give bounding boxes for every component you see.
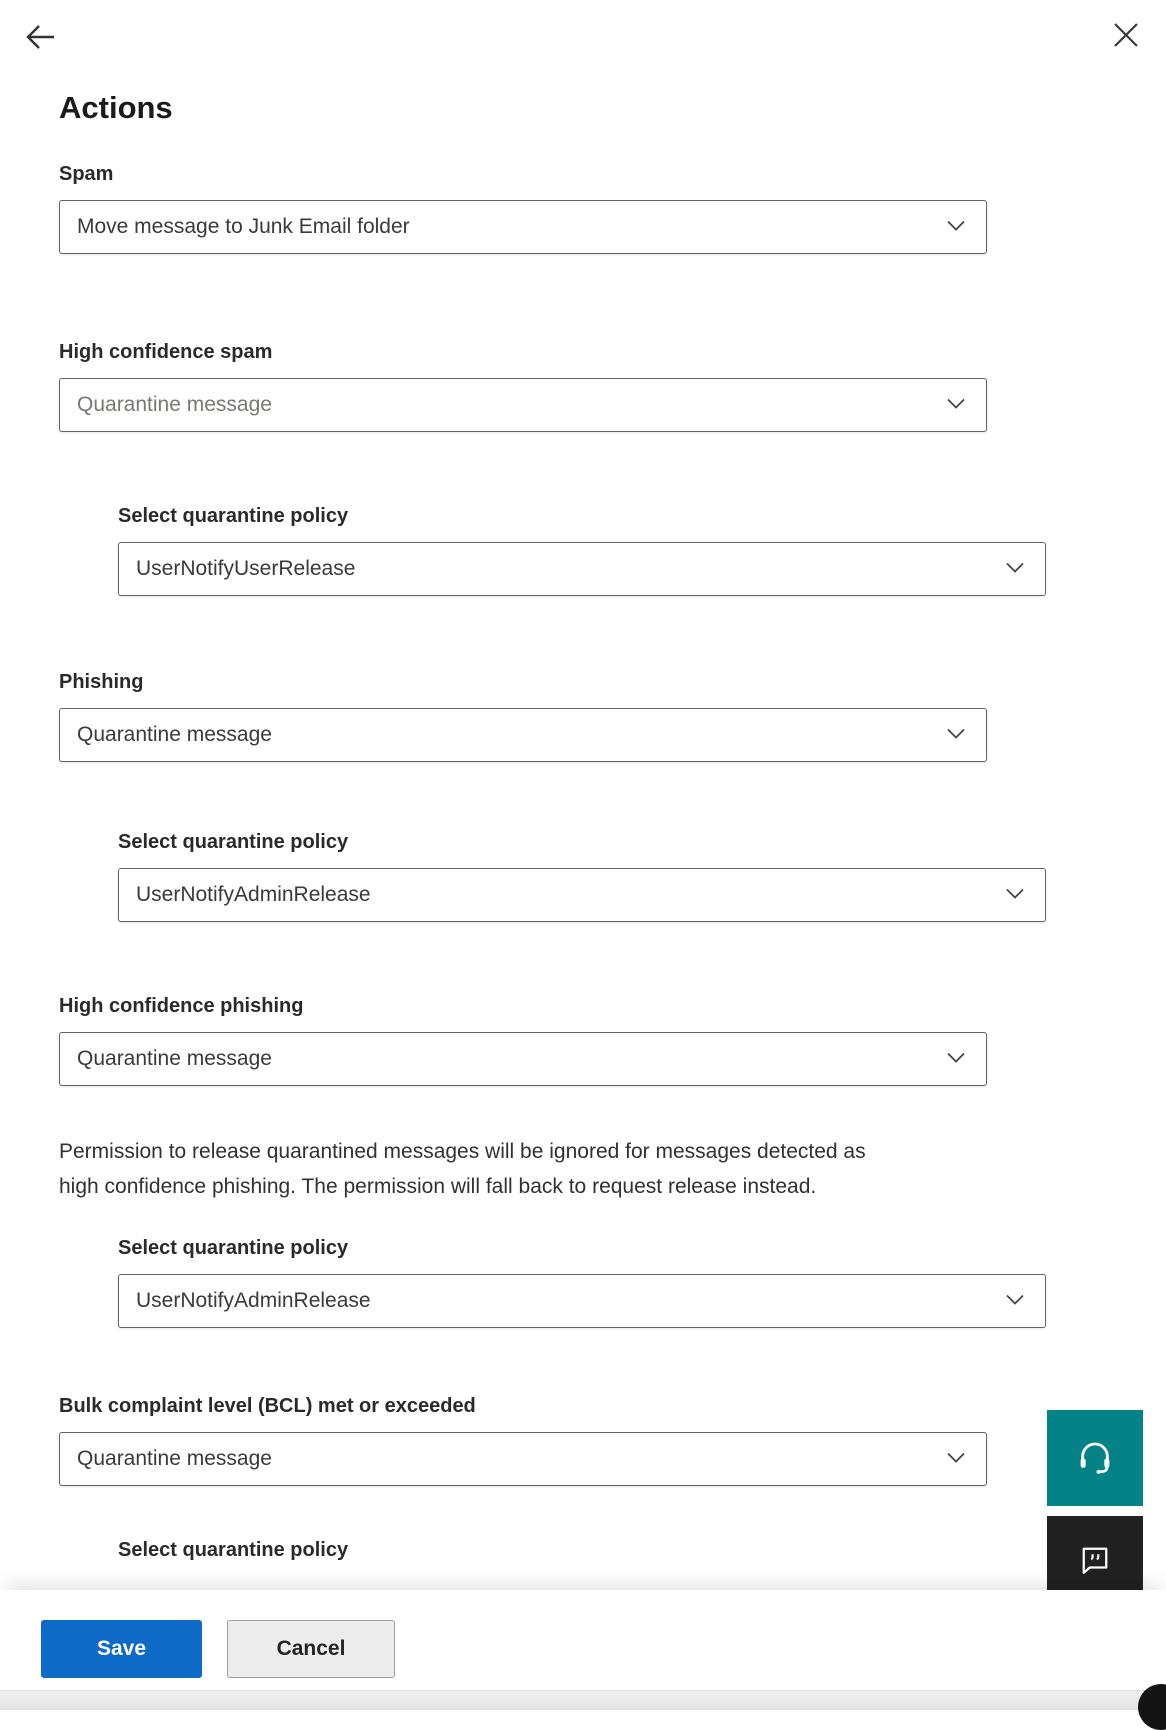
field-phishing-quarantine-policy (118, 828, 987, 922)
phishing-label: Phishing (59, 671, 144, 693)
chat-feedback-icon (1077, 1542, 1113, 1581)
high-confidence-phishing-action-dropdown[interactable] (59, 1032, 987, 1086)
spam-action-value: Move message to Junk Email folder (77, 215, 410, 238)
save-button[interactable]: Save (41, 1620, 202, 1678)
hcs-quarantine-policy-label: Select quarantine policy (118, 505, 349, 527)
chevron-down-icon (947, 218, 965, 236)
phishing-quarantine-policy-dropdown[interactable] (118, 868, 1046, 922)
hcs-quarantine-policy-dropdown[interactable] (118, 542, 1046, 596)
field-bcl (59, 1392, 987, 1486)
spam-action-dropdown[interactable] (59, 200, 987, 254)
back-button[interactable] (18, 16, 62, 60)
phishing-quarantine-policy-label: Select quarantine policy (118, 831, 349, 853)
close-icon (1112, 21, 1140, 52)
hcp-release-note-line1: Permission to release quarantined messages will be ignored for messages detected as (59, 1140, 866, 1163)
chevron-down-icon (947, 396, 965, 414)
bcl-quarantine-policy-label-clipped: Select quarantine policy (118, 1539, 349, 1561)
bcl-action-value: Quarantine message (77, 1447, 272, 1470)
bcl-action-dropdown[interactable] (59, 1432, 987, 1486)
panel-content (59, 0, 987, 1564)
page-bottom-strip (0, 1690, 1166, 1710)
headset-icon (1075, 1437, 1115, 1480)
high-confidence-phishing-label: High confidence phishing (59, 995, 304, 1017)
chevron-down-icon (1006, 560, 1024, 578)
phishing-action-dropdown[interactable] (59, 708, 987, 762)
field-spam (59, 160, 987, 254)
cancel-button[interactable]: Cancel (227, 1620, 395, 1678)
bcl-label: Bulk complaint level (BCL) met or exceeded (59, 1395, 476, 1417)
field-hcp-quarantine-policy (118, 1234, 987, 1328)
high-confidence-spam-action-value: Quarantine message (77, 393, 272, 416)
hcp-release-note-line2: high confidence phishing. The permission will fall back to request release instead. (59, 1175, 817, 1198)
field-high-confidence-spam (59, 338, 987, 432)
chevron-down-icon (1006, 886, 1024, 904)
phishing-action-value: Quarantine message (77, 723, 272, 746)
page-title: Actions (59, 90, 173, 125)
field-phishing (59, 668, 987, 762)
hcp-quarantine-policy-label: Select quarantine policy (118, 1237, 349, 1259)
hcp-release-note (59, 1134, 1049, 1204)
hcp-quarantine-policy-value: UserNotifyAdminRelease (136, 1289, 371, 1312)
chevron-down-icon (947, 1450, 965, 1468)
hcs-quarantine-policy-value: UserNotifyUserRelease (136, 557, 356, 580)
high-confidence-phishing-action-value: Quarantine message (77, 1047, 272, 1070)
high-confidence-spam-label: High confidence spam (59, 341, 273, 363)
spam-label: Spam (59, 163, 114, 185)
chevron-down-icon (1006, 1292, 1024, 1310)
help-button[interactable] (1047, 1410, 1143, 1506)
hcp-quarantine-policy-dropdown[interactable] (118, 1274, 1046, 1328)
field-hcs-quarantine-policy (118, 502, 987, 596)
close-button[interactable] (1104, 14, 1148, 58)
phishing-quarantine-policy-value: UserNotifyAdminRelease (136, 883, 371, 906)
high-confidence-spam-action-dropdown[interactable] (59, 378, 987, 432)
arrow-left-icon (21, 19, 59, 58)
chevron-down-icon (947, 1050, 965, 1068)
chevron-down-icon (947, 726, 965, 744)
field-high-confidence-phishing (59, 992, 987, 1086)
panel-footer (0, 1590, 1166, 1690)
